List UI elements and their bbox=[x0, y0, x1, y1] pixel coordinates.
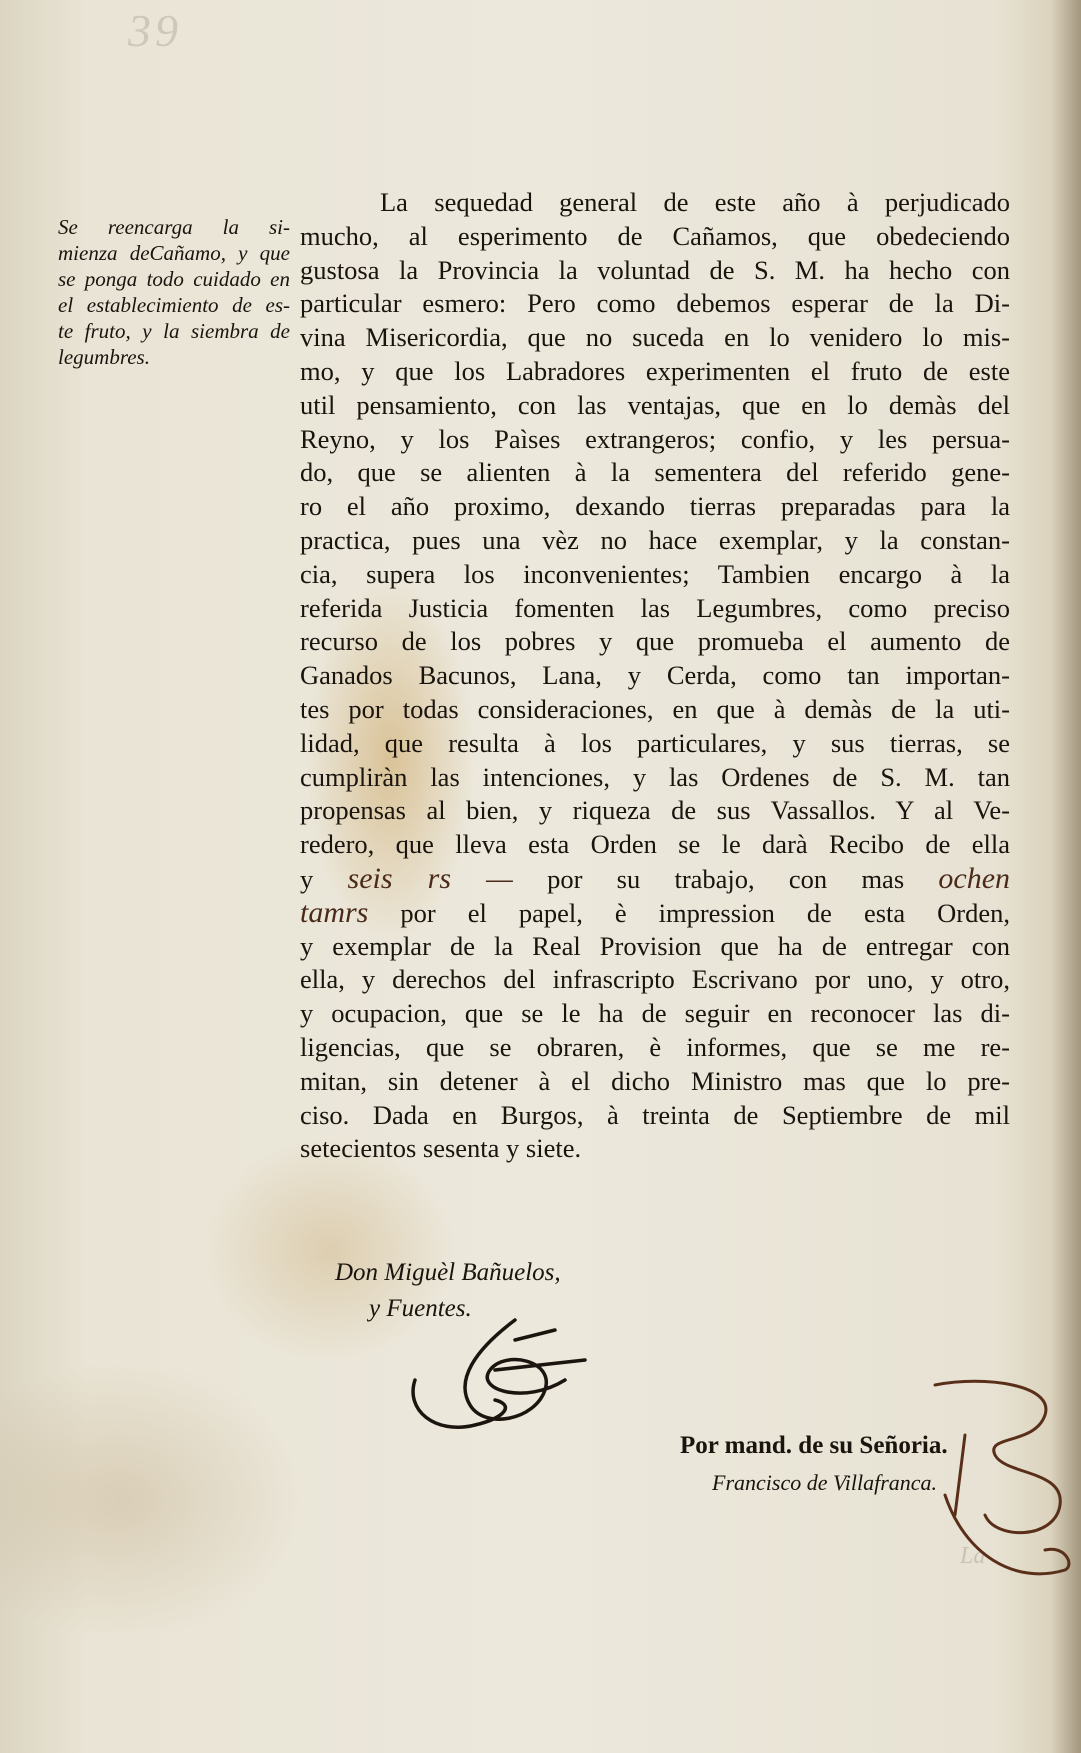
margin-note-line: te fruto, y la siembra de bbox=[58, 319, 290, 343]
signature-flourish bbox=[395, 1310, 595, 1440]
margin-note-line: legumbres. bbox=[58, 345, 150, 369]
text-line-with-handwriting bbox=[300, 862, 1010, 896]
margin-note-line: Se reencarga la si- bbox=[58, 215, 290, 239]
margin-note-line: mienza deCañamo, y que bbox=[58, 241, 290, 265]
signer-name-continued: y Fuentes. bbox=[369, 1295, 472, 1322]
text-line: mitan, sin detener à el dicho Ministro mas que lo pre- bbox=[300, 1065, 1010, 1096]
text-line: do, que se alienten à la sementera del referido gene- bbox=[300, 457, 1010, 488]
text-fragment: por el papel, è impression de esta Orden, bbox=[400, 897, 1010, 928]
margin-note bbox=[58, 214, 290, 370]
handwritten-amount: tamrs bbox=[300, 895, 369, 929]
text-line: y ocupacion, que se le ha de seguir en reconocer las di- bbox=[300, 998, 1010, 1029]
signer-name: Don Miguèl Bañuelos, bbox=[335, 1259, 561, 1286]
text-line: La sequedad general de este año à perjudicado bbox=[380, 187, 1010, 217]
text-line: vina Misericordia, que no suceda en lo venidero lo mis- bbox=[300, 322, 1010, 353]
text-line: mucho, al esperimento de Cañamos, que obedeciendo bbox=[300, 220, 1010, 251]
handwritten-rubric bbox=[925, 1375, 1075, 1595]
text-line: recurso de los pobres y que promueba el aumento de bbox=[300, 626, 1010, 657]
text-line: practica, pues una vèz no hace exemplar, y la constan- bbox=[300, 524, 1010, 555]
clerk-name: Francisco de Villafranca. bbox=[712, 1470, 938, 1495]
text-line: redero, que lleva esta Orden se le darà Recibo de ella bbox=[300, 829, 1010, 860]
catchword: La bbox=[960, 1543, 986, 1569]
text-fragment: y bbox=[300, 863, 314, 894]
handwritten-amount: ochen bbox=[938, 861, 1011, 895]
text-line: gustosa la Provincia la voluntad de S. M. ha hecho con bbox=[300, 254, 1010, 285]
text-line: cumpliràn las intenciones, y las Ordenes de S. M. tan bbox=[300, 761, 1010, 792]
text-line: referida Justicia fomenten las Legumbres, como preciso bbox=[300, 592, 1010, 623]
text-line: util pensamiento, con las ventajas, que en lo demàs del bbox=[300, 389, 1010, 420]
text-line: particular esmero: Pero como debemos esperar de la Di- bbox=[300, 288, 1010, 319]
text-fragment: por su trabajo, con mas bbox=[547, 863, 905, 894]
text-line: y exemplar de la Real Provision que ha de entregar con bbox=[300, 930, 1010, 961]
margin-note-line: se ponga todo cuidado en bbox=[58, 267, 290, 291]
text-line: Reyno, y los Paìses extrangeros; confio, y les persua- bbox=[300, 423, 1010, 454]
page-number: 39 bbox=[128, 5, 182, 56]
text-line: tes por todas consideraciones, en que à demàs de la uti- bbox=[300, 693, 1010, 724]
text-line: cia, supera los inconvenientes; Tambien encargo à la bbox=[300, 558, 1010, 589]
text-line-with-handwriting bbox=[300, 896, 1010, 930]
text-line: ciso. Dada en Burgos, à treinta de Septiembre de mil bbox=[300, 1099, 1010, 1130]
text-line: Ganados Bacunos, Lana, y Cerda, como tan importan- bbox=[300, 660, 1010, 691]
handwritten-amount: seis rs — bbox=[347, 861, 513, 895]
order-line: Por mand. de su Señoria. bbox=[680, 1432, 948, 1459]
text-line: propensas al bien, y riqueza de sus Vassallos. Y al Ve- bbox=[300, 795, 1010, 826]
text-line: mo, y que los Labradores experimenten el fruto de este bbox=[300, 355, 1010, 386]
text-line: setecientos sesenta y siete. bbox=[300, 1133, 582, 1164]
text-line: ligencias, que se obraren, è informes, que se me re- bbox=[300, 1031, 1010, 1062]
text-line: ro el año proximo, dexando tierras preparadas para la bbox=[300, 491, 1010, 522]
main-text bbox=[300, 186, 1010, 1166]
text-line: ella, y derechos del infrascripto Escrivano por uno, y otro, bbox=[300, 964, 1010, 995]
text-line: lidad, que resulta à los particulares, y sus tierras, se bbox=[300, 727, 1010, 758]
margin-note-line: el establecimiento de es- bbox=[58, 293, 290, 317]
